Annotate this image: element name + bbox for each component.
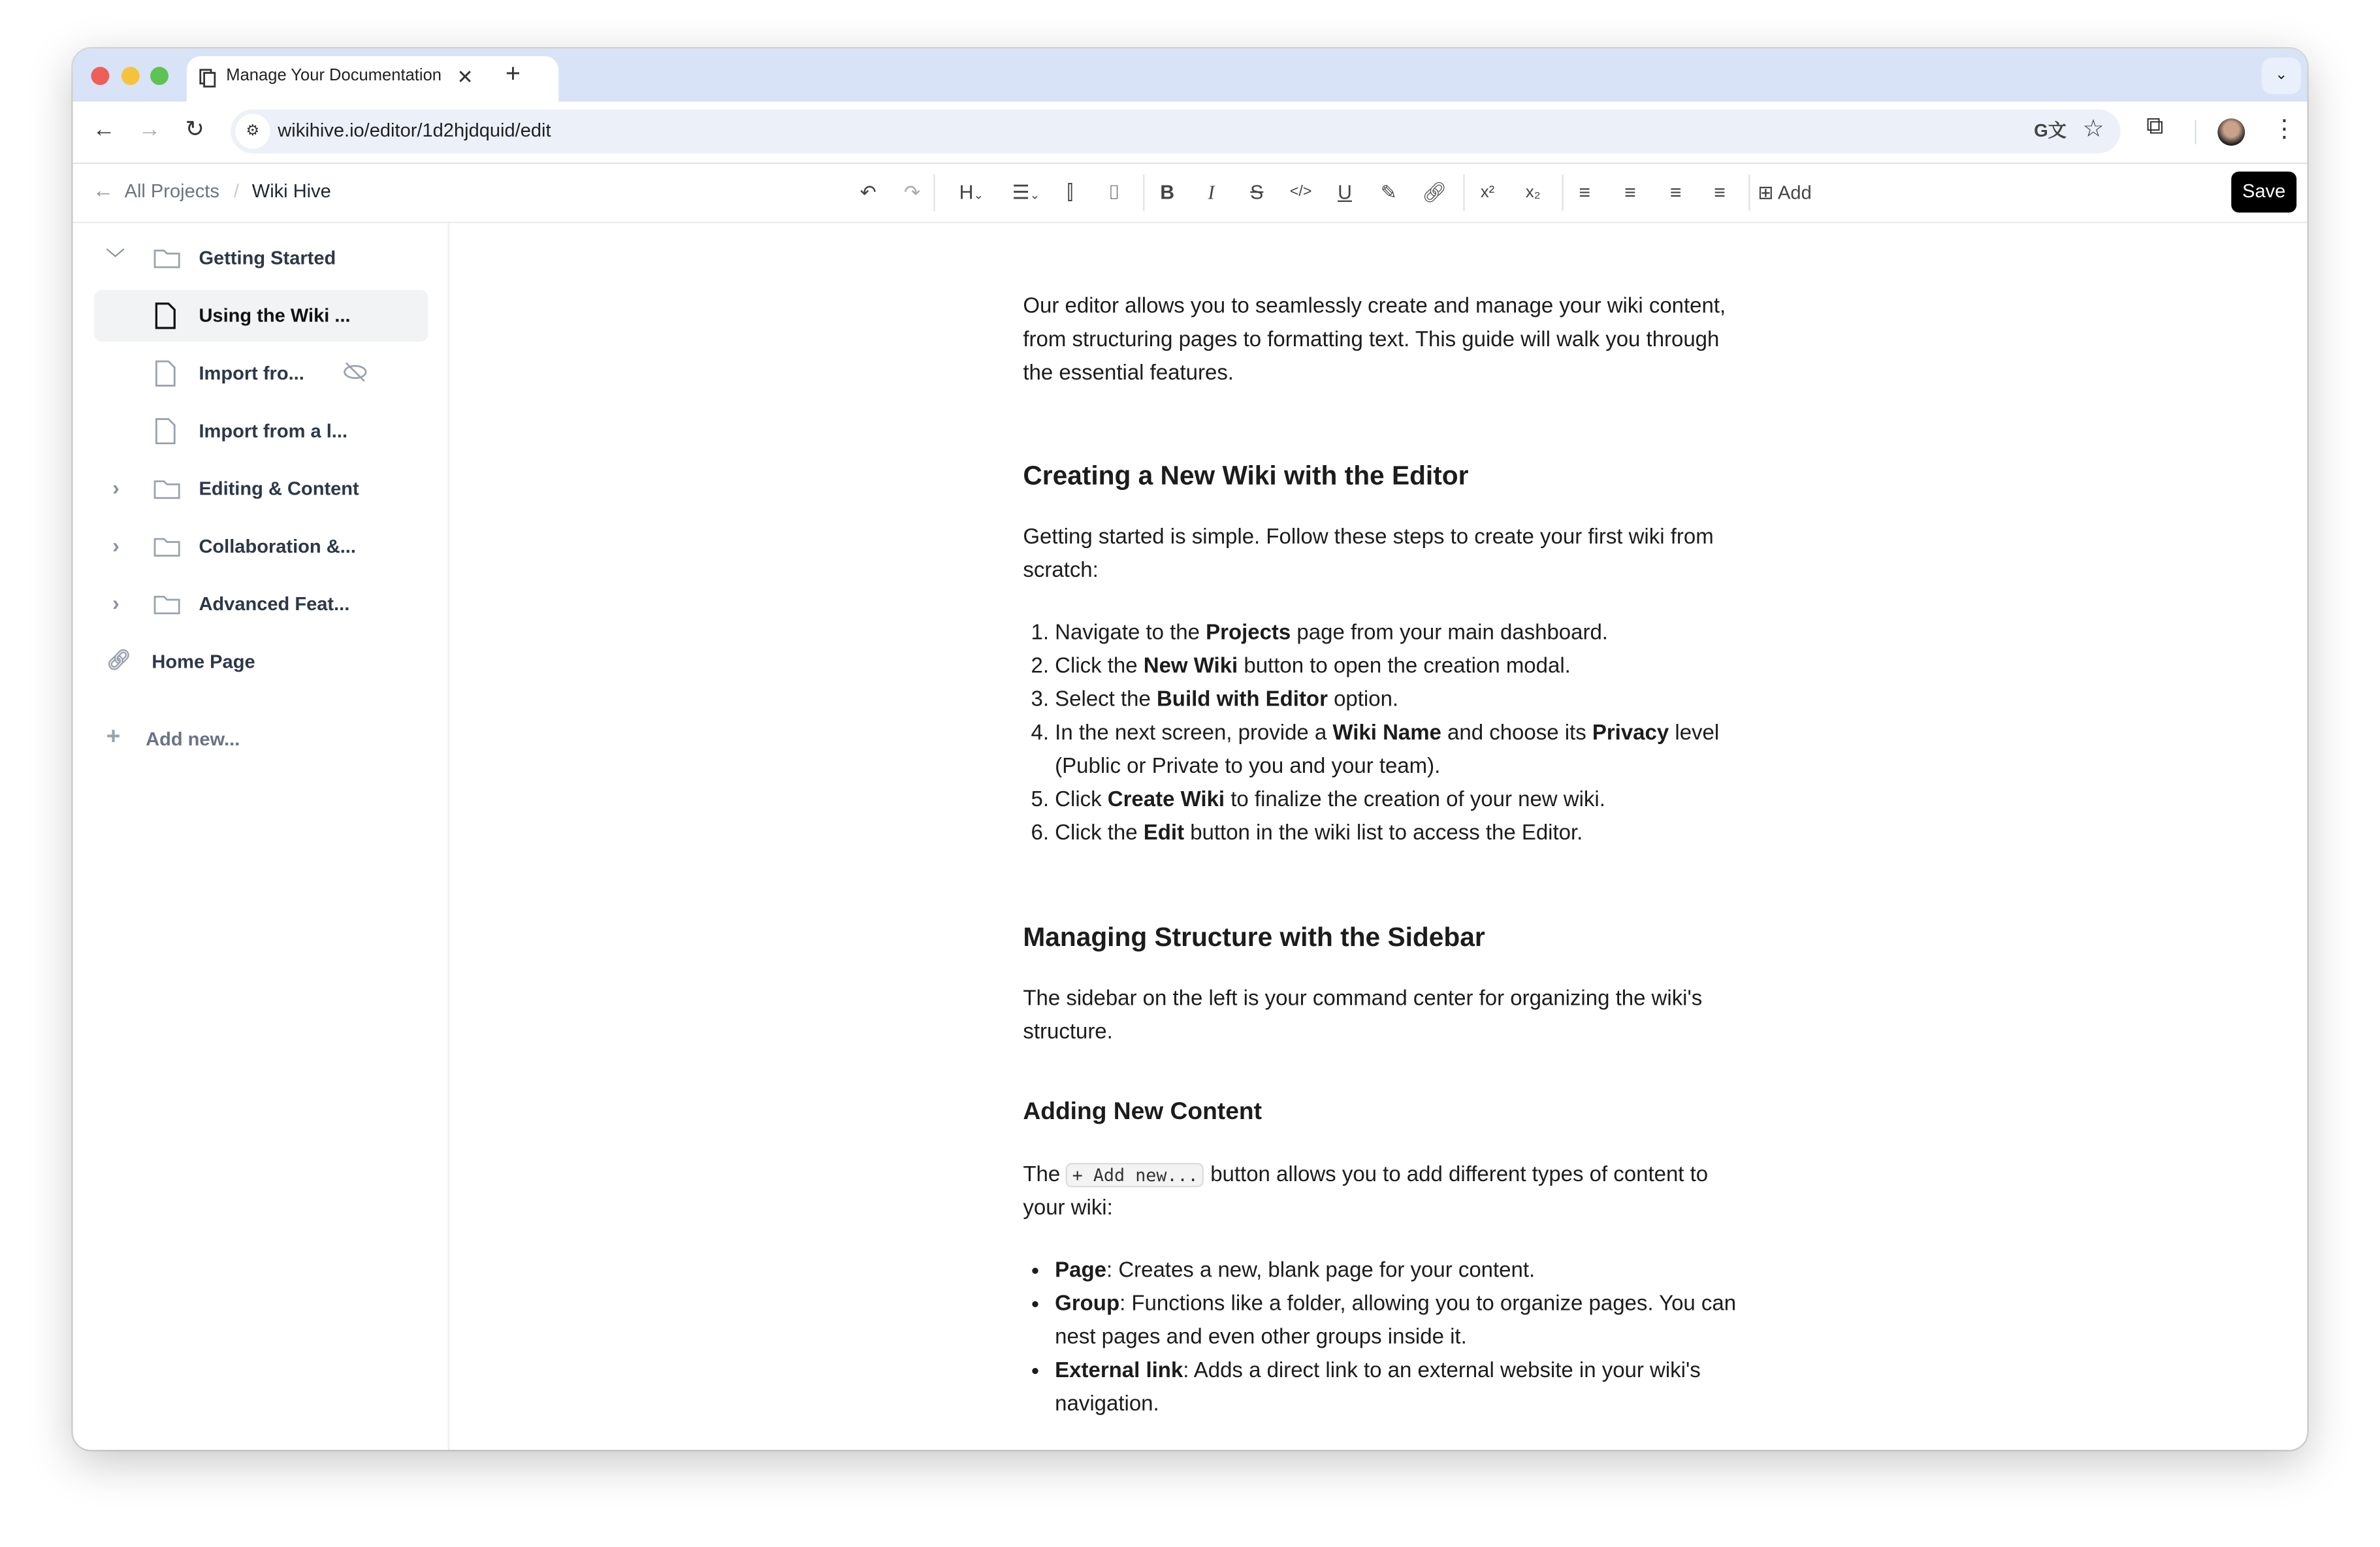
breadcrumb-current-project: Wiki Hive: [251, 180, 331, 203]
numbered-list: [1023, 617, 1744, 851]
text-run: The: [1023, 1163, 1067, 1188]
more-menu-icon[interactable]: ⋮: [2272, 116, 2297, 143]
maximize-window-button[interactable]: [150, 67, 169, 85]
save-button[interactable]: Save: [2231, 172, 2296, 213]
list-dropdown-icon[interactable]: ☰⌄: [1012, 180, 1040, 204]
add-label: Add: [1778, 182, 1812, 204]
tab-bar: [73, 48, 2308, 101]
forward-arrow-icon[interactable]: →: [138, 116, 161, 143]
text-run: In the next screen, provide a: [1055, 721, 1333, 746]
bold-text: Group: [1055, 1292, 1120, 1316]
link-icon[interactable]: 🔗︎: [1421, 180, 1447, 204]
toolbar-separator: [1562, 174, 1563, 211]
paragraph: [1023, 521, 1744, 587]
superscript-button[interactable]: x²: [1480, 184, 1495, 203]
minimize-window-button[interactable]: [121, 67, 140, 85]
sidebar-item-import-from[interactable]: [94, 348, 428, 399]
text-run: Our editor allows you to seamlessly create and manage your wiki content, from structuring pages to formatting text. This guide will walk you through the essential features.: [1023, 294, 1726, 386]
bold-text: Projects: [1206, 621, 1291, 645]
back-arrow-icon[interactable]: ←: [92, 116, 116, 143]
list-item: [1055, 1288, 1744, 1354]
underline-button[interactable]: U: [1338, 180, 1352, 204]
sidebar-item-label: Collaboration &...: [199, 536, 356, 557]
tab-title: Manage Your Documentation: [226, 67, 442, 86]
subscript-button[interactable]: x₂: [1525, 184, 1541, 203]
toolbar-divider: [2195, 120, 2196, 144]
list-item: [1055, 817, 1744, 850]
undo-icon[interactable]: ↶: [860, 180, 877, 204]
folder-icon: [153, 248, 181, 269]
close-window-button[interactable]: [91, 67, 109, 85]
list-item: [1055, 683, 1744, 717]
text-run: button in the wiki list to access the Editor.: [1184, 821, 1583, 846]
bold-text: External link: [1055, 1358, 1183, 1384]
folder-icon: [153, 594, 181, 615]
bold-text: New Wiki: [1143, 654, 1238, 679]
bullet-list: [1023, 1254, 1744, 1422]
bookmark-star-icon[interactable]: ☆: [2082, 116, 2104, 143]
link-icon: 🔗︎: [106, 648, 132, 672]
back-arrow-icon[interactable]: ←: [92, 177, 114, 203]
redo-icon[interactable]: ↷: [904, 180, 921, 204]
address-bar[interactable]: [231, 109, 2120, 153]
list-item: [1055, 783, 1744, 817]
text-run: : Creates a new, blank page for your content.: [1106, 1258, 1536, 1283]
image-plus-icon: ⊞: [1758, 182, 1774, 204]
tab-page-icon: [199, 69, 217, 88]
sidebar-item-collaboration[interactable]: [94, 521, 428, 572]
site-settings-icon[interactable]: ⚙: [235, 114, 270, 148]
profile-avatar[interactable]: [2217, 118, 2245, 146]
text-run: button allows you to add different types of content to your wiki:: [1023, 1163, 1709, 1221]
sidebar-item-home-page[interactable]: [94, 636, 428, 688]
browser-tab[interactable]: [187, 56, 558, 102]
page-icon: [155, 360, 176, 387]
tab-close-icon[interactable]: ✕: [457, 65, 474, 88]
page-icon: [155, 417, 176, 445]
bold-text: Build with Editor: [1156, 687, 1328, 712]
section-heading: [1023, 1096, 1744, 1130]
inline-code: + Add new...: [1066, 1163, 1204, 1187]
toolbar-separator: [933, 174, 935, 211]
text-run: Managing Structure with the Sidebar: [1023, 921, 1485, 953]
browser-window: [73, 48, 2308, 1450]
url-text[interactable]: wikihive.io/editor/1d2hjdquid/edit: [278, 120, 551, 142]
text-run: page from your main dashboard.: [1291, 621, 1608, 645]
eye-off-icon[interactable]: [343, 361, 367, 383]
breadcrumb-all-projects[interactable]: All Projects: [124, 180, 219, 203]
text-run: Select the: [1055, 687, 1157, 712]
bold-text: Privacy: [1592, 721, 1669, 746]
text-run: button to open the creation modal.: [1238, 654, 1571, 679]
italic-button[interactable]: I: [1208, 180, 1215, 204]
sidebar-item-editing-content[interactable]: [94, 463, 428, 515]
paragraph: [1023, 1158, 1744, 1225]
sidebar-item-label: Getting Started: [199, 247, 336, 269]
breadcrumb-separator: /: [233, 180, 239, 203]
chevron-down-icon[interactable]: ﹀: [106, 247, 125, 269]
heading-dropdown[interactable]: H⌄: [959, 180, 984, 204]
text-run: Click the: [1055, 821, 1144, 846]
text-run: level (Public or Private to you and your team).: [1055, 721, 1720, 779]
chevron-right-icon[interactable]: ›: [112, 475, 120, 500]
page-icon: [155, 302, 176, 329]
add-new-label: Add new...: [146, 728, 240, 751]
new-tab-icon[interactable]: +: [505, 59, 521, 88]
sidebar-item-label: Advanced Feat...: [199, 593, 350, 615]
sidebar-item-label: Editing & Content: [199, 478, 359, 500]
bold-text: Edit: [1143, 821, 1185, 846]
bold-text: Wiki Name: [1332, 721, 1441, 746]
paragraph: [1023, 290, 1744, 390]
folder-icon: [153, 478, 181, 500]
section-heading: [1023, 459, 1744, 492]
inline-code-button[interactable]: </>: [1289, 184, 1312, 201]
sidebar-item-import-from-a[interactable]: [94, 406, 428, 457]
list-item: [1055, 617, 1744, 650]
text-run: to finalize the creation of your new wiki.: [1225, 788, 1605, 813]
sidebar-item-label: Import fro...: [199, 363, 304, 384]
text-run: option.: [1327, 687, 1399, 712]
text-run: : Adds a direct link to an external website in your wiki's navigation.: [1055, 1358, 1701, 1417]
translate-icon[interactable]: G文: [2034, 120, 2066, 142]
sidebar-item-using-the-wiki[interactable]: [94, 290, 428, 342]
heading-icon: H: [959, 180, 974, 204]
bold-button[interactable]: B: [1160, 180, 1175, 204]
sidebar-tree: [73, 221, 449, 1450]
align-center-icon[interactable]: ≡: [1624, 180, 1636, 204]
sidebar-item-advanced-features[interactable]: [94, 578, 428, 630]
align-left-icon[interactable]: ≡: [1579, 180, 1591, 204]
text-run: and choose its: [1441, 721, 1592, 746]
sidebar-item-label: Using the Wiki ...: [199, 305, 351, 327]
toolbar-separator: [1748, 174, 1750, 211]
sidebar-item-getting-started[interactable]: [94, 233, 428, 284]
chevron-right-icon[interactable]: ›: [112, 591, 120, 615]
extensions-puzzle-icon[interactable]: ⧉: [2146, 114, 2164, 140]
list-item: [1055, 1354, 1744, 1421]
toolbar-separator: [1143, 174, 1144, 211]
text-run: Creating a New Wiki with the Editor: [1023, 460, 1469, 491]
editor-header: [73, 163, 2308, 223]
text-run: Adding New Content: [1023, 1099, 1262, 1126]
list-item: [1055, 1254, 1744, 1288]
blockquote-icon[interactable]: ⫿: [1067, 180, 1074, 204]
folder-icon: [153, 536, 181, 557]
align-justify-icon[interactable]: ≡: [1714, 180, 1726, 204]
text-run: Getting started is simple. Follow these steps to create your first wiki from scratch:: [1023, 525, 1714, 583]
paragraph: [1023, 983, 1744, 1049]
list-item: [1055, 717, 1744, 783]
editor-content[interactable]: [1023, 261, 1744, 1422]
text-run: The sidebar on the left is your command center for organizing the wiki's structure.: [1023, 986, 1703, 1045]
bold-text: Page: [1055, 1258, 1107, 1283]
list-item: [1055, 650, 1744, 683]
highlight-icon[interactable]: ✎: [1380, 180, 1398, 204]
address-row: [73, 102, 2308, 164]
bold-text: Create Wiki: [1107, 788, 1225, 813]
text-run: Click the: [1055, 654, 1144, 679]
text-run: Click: [1055, 788, 1108, 813]
add-media-button[interactable]: [1758, 178, 1833, 208]
toolbar-separator: [1463, 174, 1464, 211]
sidebar-item-label: Home Page: [152, 651, 255, 673]
chevron-right-icon[interactable]: ›: [112, 532, 120, 557]
plus-icon: +: [106, 724, 121, 751]
align-right-icon[interactable]: ≡: [1669, 180, 1682, 204]
code-block-icon[interactable]: ⌷: [1108, 180, 1120, 204]
text-run: : Functions like a folder, allowing you to organize pages. You can nest pages and even other groups inside it.: [1055, 1292, 1737, 1350]
strikethrough-button[interactable]: S: [1250, 180, 1264, 204]
add-new-button[interactable]: [94, 713, 428, 765]
sidebar-item-label: Import from a l...: [199, 420, 348, 442]
tab-search-chevron-icon[interactable]: ⌄: [2262, 57, 2301, 94]
text-run: Navigate to the: [1055, 621, 1206, 645]
section-heading: [1023, 920, 1744, 953]
reload-icon[interactable]: ↻: [185, 116, 204, 143]
